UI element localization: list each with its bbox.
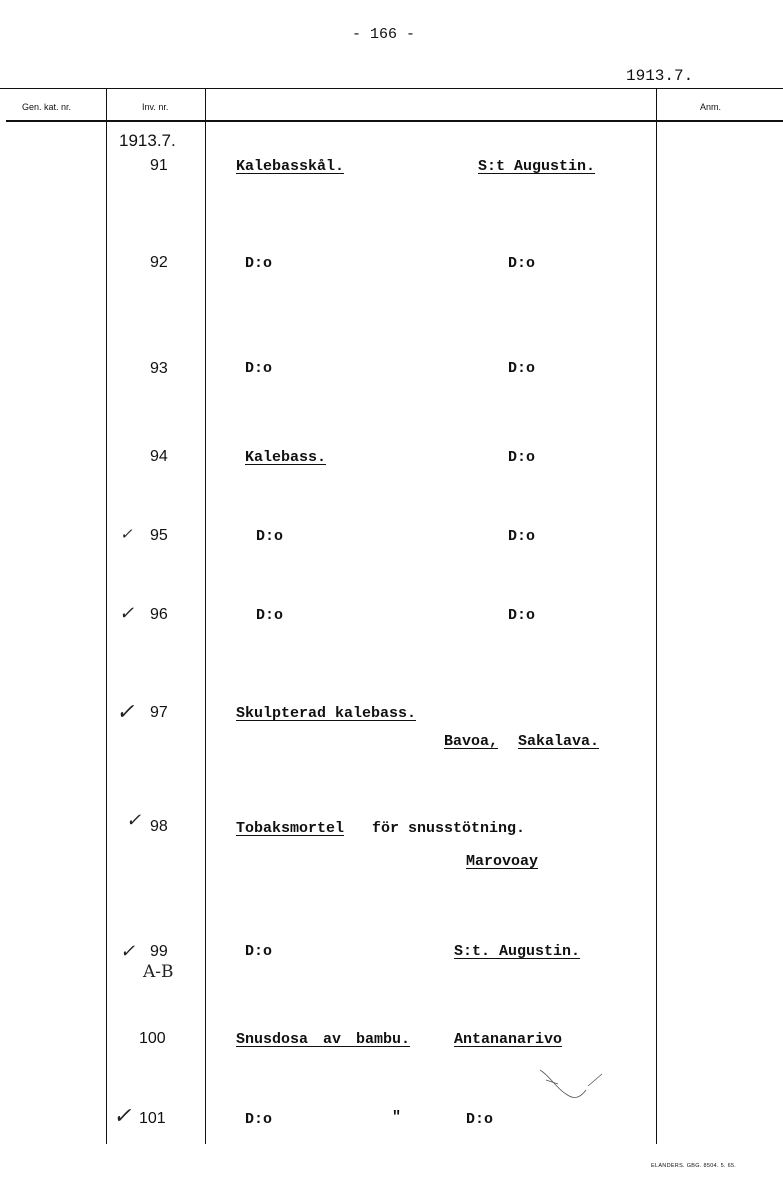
entry-description: D:o [245, 1111, 273, 1128]
entry-description: D:o [256, 528, 284, 545]
inv-number: 92 [150, 254, 168, 271]
checkmark-icon: ✓ [120, 941, 136, 962]
inv-number: 96 [150, 606, 168, 623]
checkmark-icon: ✓ [116, 700, 135, 725]
handwritten-note: A-B [143, 962, 174, 982]
entry-description: Tobaksmortel [236, 820, 345, 837]
inv-number: 95 [150, 527, 168, 544]
entry-place: Bavoa, [444, 733, 499, 750]
entry-description: D:o [245, 360, 273, 377]
entry-description: Kalebasskål. [236, 158, 345, 175]
entry-description: D:o [245, 943, 273, 960]
entry-place: D:o [508, 360, 536, 377]
pencil-scribble [536, 1064, 608, 1106]
inv-number: 98 [150, 818, 168, 835]
column-divider-3 [656, 89, 657, 1144]
entry-description: Kalebass. [245, 449, 327, 466]
column-gen-kat-nr: Gen. kat. nr. [22, 102, 72, 112]
entry-place: D:o [508, 528, 536, 545]
entry-place: S:t Augustin. [478, 158, 596, 175]
header-date: 1913.7. [626, 67, 694, 85]
entry-place: S:t. Augustin. [454, 943, 581, 960]
checkmark-icon: ✓ [119, 603, 135, 624]
checkmark-icon: ✓ [126, 810, 142, 831]
entry-description-2: för snusstötning. [372, 820, 526, 837]
inv-number: 101 [139, 1110, 166, 1127]
entry-place: D:o [508, 449, 536, 466]
entry-description: D:o [245, 255, 273, 272]
entry-description: D:o [256, 607, 284, 624]
entry-place-2: Sakalava. [518, 733, 600, 750]
top-rule [0, 88, 783, 89]
page-number: - 166 - [352, 26, 416, 43]
checkmark-icon: ✓ [120, 525, 133, 543]
checkmark-icon: ✓ [113, 1104, 132, 1129]
entry-place: D:o [508, 607, 536, 624]
column-anm: Anm. [700, 102, 722, 112]
inv-number: 100 [139, 1030, 166, 1047]
inv-number: 99 [150, 943, 168, 960]
column-inv-nr: Inv. nr. [142, 102, 169, 112]
entry-place: D:o [466, 1111, 494, 1128]
entry-place: D:o [508, 255, 536, 272]
column-divider-1 [106, 89, 107, 1144]
first-inv-prefix: 1913.7. [119, 131, 176, 150]
inv-number: 94 [150, 448, 168, 465]
header-rule [6, 120, 783, 122]
printer-imprint: ELANDERS. GBG. 8504. 5. 65. [651, 1163, 737, 1169]
ditto-mark: " [392, 1109, 402, 1126]
entry-description: Skulpterad kalebass. [236, 705, 417, 722]
inv-number: 93 [150, 360, 168, 377]
inv-number: 91 [150, 157, 168, 174]
inv-number: 97 [150, 704, 168, 721]
entry-place: Antananarivo [454, 1031, 563, 1048]
entry-description: Snusdosa av bambu. [236, 1031, 411, 1048]
column-divider-2 [205, 89, 206, 1144]
entry-place: Marovoay [466, 853, 539, 870]
